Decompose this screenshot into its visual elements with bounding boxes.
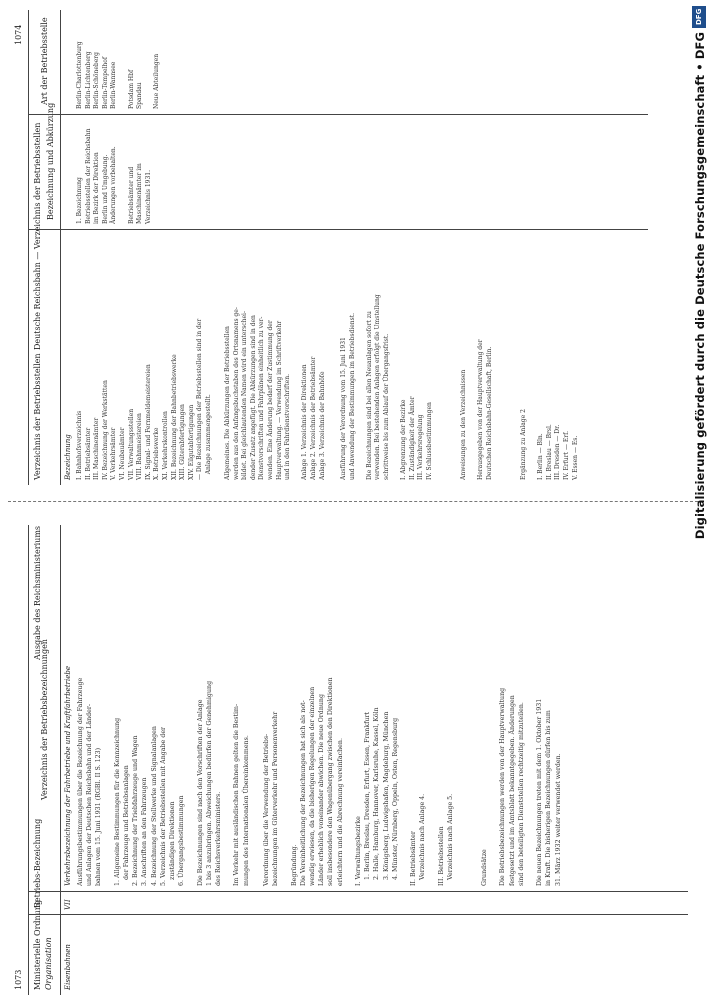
left-text-b: Verordnung über die Verwendung der Betriebs- bezeichnungen im Güterverkehr und Personenverkehr Begründung. Die Vereinheitlichung der Bezeichnungen hat sich als not- wendig erwiesen, da die bisherigen Regelungen der einzelnen Länder erheblich voneinander abwichen. Die neue Ordnung soll insbesondere den Wagenübergang zwischen den Direktionen erleichtern und die Abrechnung vereinfachen. I. Verwaltungsbezirke 1. Berlin, Breslau, Dresden, Erfurt, Essen, Frankfurt 2. Halle, Hamburg, Hannover, Karlsruhe, Kassel, Köln 3. Königsberg, Ludwigshafen, Magdeburg, München 4. Münster, Nürnberg, Oppeln, Osten, Regensburg II. Betriebsämter Verzeichnis nach Anlage 4. III. Betriebsstellen Verzeichnis nach Anlage 5. <box>263 677 455 886</box>
left-col-divider-1 <box>28 914 688 915</box>
right-text-c: Ausführung der Verordnung vom 15. Juni 1931 und Anwendung der Bestimmungen im Betriebsdienst. Die Bezeichnungen sind bei allen Neuanlagen sofort zu verwenden. Bei bestehenden Anlagen erfolgt die Umstellung schrittweise bis zum Ablauf der Übergangsfrist. I. Abgrenzung der Bezirke II. Zuständigkeit der Ämter III. Verkehrsregelung IV. Schlussbestimmungen <box>340 294 433 480</box>
dfg-watermark-text: Digitalisierung gefördert durch die Deutsche Forschungsgemeinschaft • DFG <box>693 32 707 540</box>
dfg-logo: DFG <box>692 6 706 28</box>
right-text-a: I. Bahnhofsverzeichnis II. Betriebsämter III. Maschinenämter IV. Bezeichnung der Werkstätten V. Verkehrsämter VI. Neubauämter VII. Verwaltungsstellen VIII. Bahnmeistereien IX. Signal- und Fernmeldemeistereien X. Betriebswerke XI. Verkehrskontrollen XII. Bezeichnung der Bahnbetriebswerke XIII. Güterabfertigungen XIV. Eilgutabfertigungen — Die Bezeichnungen der Betriebsstellen sind in der Anlage zusammengestellt. <box>76 318 212 480</box>
right-page-number: 1074 <box>14 24 23 45</box>
left-text-a: Ausführungsbestimmungen über die Bezeichnung der Fahrzeuge und Anlagen der Deutschen Reichsbahn und der Länder- bahnen vom 15. Juni 1931 (RGBl. II S. 123) 1. Allgemeine Bestimmungen für die Kennzeichnung der Fahrzeuge und Betriebsanlagen 2. Bezeichnung der Triebfahrzeuge und Wagen 3. Anschriften an den Fahrzeugen 4. Bezeichnung der Stellwerke und Signalanlagen 5. Verzeichnis der Betriebsstellen mit Angabe der zuständigen Direktionen 6. Übergangsbestimmungen Die Bezeichnungen sind nach den Vorschriften der Anlage 1 bis 3 anzubringen. Abweichungen bedürfen der Genehmigung des Reichsverkehrsministers. Im Verkehr mit ausländischen Bahnen gelten die Bestim- mungen des Internationalen Übereinkommens. <box>77 677 250 886</box>
left-page-number: 1073 <box>14 969 23 990</box>
left-header-col1-sub: Organisation <box>44 937 53 990</box>
left-section-title: Verkehrsbezeichnung der Fahrbetriebe und Kraftfahrbetriebe <box>64 666 72 886</box>
right-header-col2: Deutsche Reichsbahn — Verzeichnis der Betriebsstellen <box>33 122 42 350</box>
dfg-watermark <box>691 0 707 1000</box>
left-top-rule <box>28 525 29 995</box>
right-text-d: Anweisungen zu den Verzeichnissen Herausgegeben von der Hauptverwaltung der Deutschen Reichsbahn-Gesellschaft, Berlin. <box>460 339 493 480</box>
right-top-rule <box>28 10 29 485</box>
left-header-col2: Betriebs-Bezeichnung <box>33 818 42 908</box>
right-header-col4: Art der Betriebsstelle <box>40 17 49 105</box>
left-header-col1: Ministerielle Ordnung <box>33 899 42 990</box>
left-roman: VII <box>64 899 72 910</box>
right-text-e: Ergänzung zu Anlage 2 I. Berlin — Bln. II. Breslau — Brsl. III. Dresden — Dr. IV. Erfurt — Erf. V. Essen — Es. <box>520 409 579 480</box>
right-header-col1: Verzeichnis der Betriebsstellen <box>33 353 42 480</box>
right-col-divider-1 <box>28 229 648 230</box>
right-text-g: Berlin-Charlottenburg Berlin-Lichtenberg Berlin-Schöneberg Berlin-Tempelhof Berlin-Wannsee Potsdam Hbf Spandau Neue Abteilungen <box>76 41 161 109</box>
right-header-rule <box>60 10 61 485</box>
left-header-col4: Ausgabe des Reichsministeriums <box>33 525 42 660</box>
left-entry-label: Eisenbahnen <box>64 944 72 990</box>
right-col-a-label: Bezeichnung <box>64 434 72 480</box>
right-text-f: 1. Bezeichnung Betriebsstellen der Reichsbahn im Bezirk der Direktion Berlin und Umgebung. Änderungen vorbehalten. Betriebsämter und Maschinenämter im Verzeichnis 1931. <box>76 128 152 224</box>
right-text-b: Allgemeines. Die Abkürzungen der Betriebsstellen werden aus den Anfangsbuchstaben des Ortsnamens ge- bildet. Bei gleichlautenden Namen wird ein unterschei- dender Zusatz angefügt. Die Abkürzungen sind in den Dienstvorschriften und Fahrplänen einheitlich zu ver- wenden. Eine Änderung bedarf der Zustimmung der Hauptverwaltung. — Verwendung im Schriftverkehr und in den Fahrdienstvorschriften. Anlage 1. Verzeichnis der Direktionen Anlage 2. Verzeichnis der Betriebsämter Anlage 3. Verzeichnis der Bahnhöfe <box>224 307 326 480</box>
left-text-c: Grundsätze Die Betriebsbezeichnungen werden von der Hauptverwaltung festgesetzt und im Amtsblatt bekanntgegeben. Änderungen sind den beteiligten Dienststellen rechtzeitig mitzuteilen. Die neuen Bezeichnungen treten mit dem 1. Oktober 1931 in Kraft. Die bisherigen Bezeichnungen dürfen bis zum 31. März 1932 weiter verwendet werden. <box>481 687 562 886</box>
left-header-rule <box>60 525 61 995</box>
right-col-divider-2 <box>28 114 648 115</box>
left-col-divider-2 <box>28 891 688 892</box>
right-header-col3: Bezeichnung und Abkürzung <box>46 102 55 220</box>
left-header-col3: Verzeichnis der Betriebsbezeichnungen <box>40 639 49 800</box>
page-gutter <box>8 501 698 502</box>
